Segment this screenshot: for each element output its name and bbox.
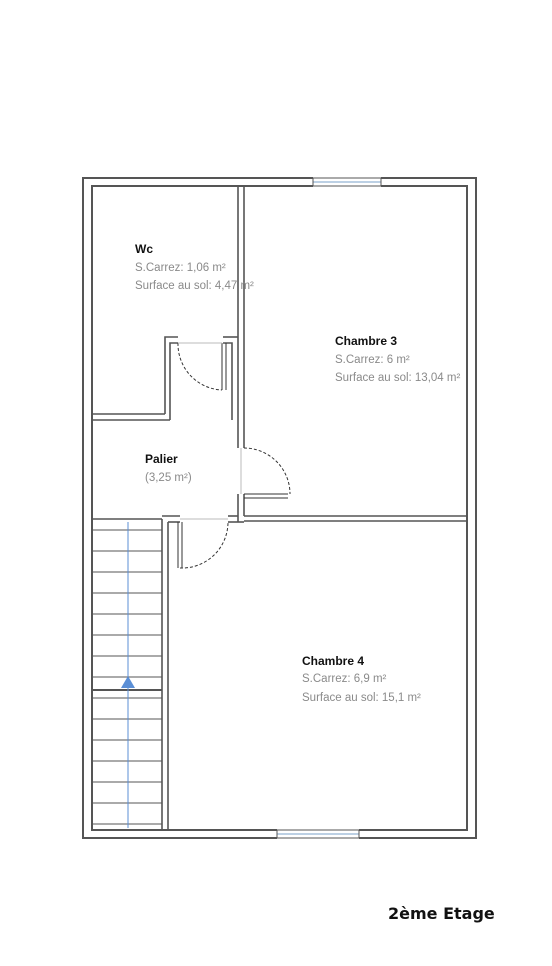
wc-carrez: S.Carrez: 1,06 m² [135, 262, 226, 274]
chambre4-surface-sol: Surface au sol: 15,1 m² [302, 692, 421, 704]
door-chambre3 [241, 448, 290, 498]
window-bottom [277, 828, 359, 840]
palier-area: (3,25 m²) [145, 472, 192, 484]
door-wc [178, 343, 226, 390]
floor-title: 2ème Etage [388, 904, 495, 923]
chambre3-surface-sol: Surface au sol: 13,04 m² [335, 372, 461, 384]
room-name-chambre3: Chambre 3 [335, 334, 398, 348]
window-top [313, 176, 381, 188]
wc-surface-sol: Surface au sol: 4,47 m² [135, 280, 254, 292]
room-name-palier: Palier [145, 452, 178, 466]
room-name-wc: Wc [135, 242, 153, 256]
door-chambre4 [178, 519, 228, 568]
stair-arrow-icon [121, 676, 135, 688]
staircase [92, 522, 162, 828]
room-name-chambre4: Chambre 4 [302, 654, 365, 668]
chambre3-carrez: S.Carrez: 6 m² [335, 354, 410, 366]
chambre4-carrez: S.Carrez: 6,9 m² [302, 673, 387, 685]
